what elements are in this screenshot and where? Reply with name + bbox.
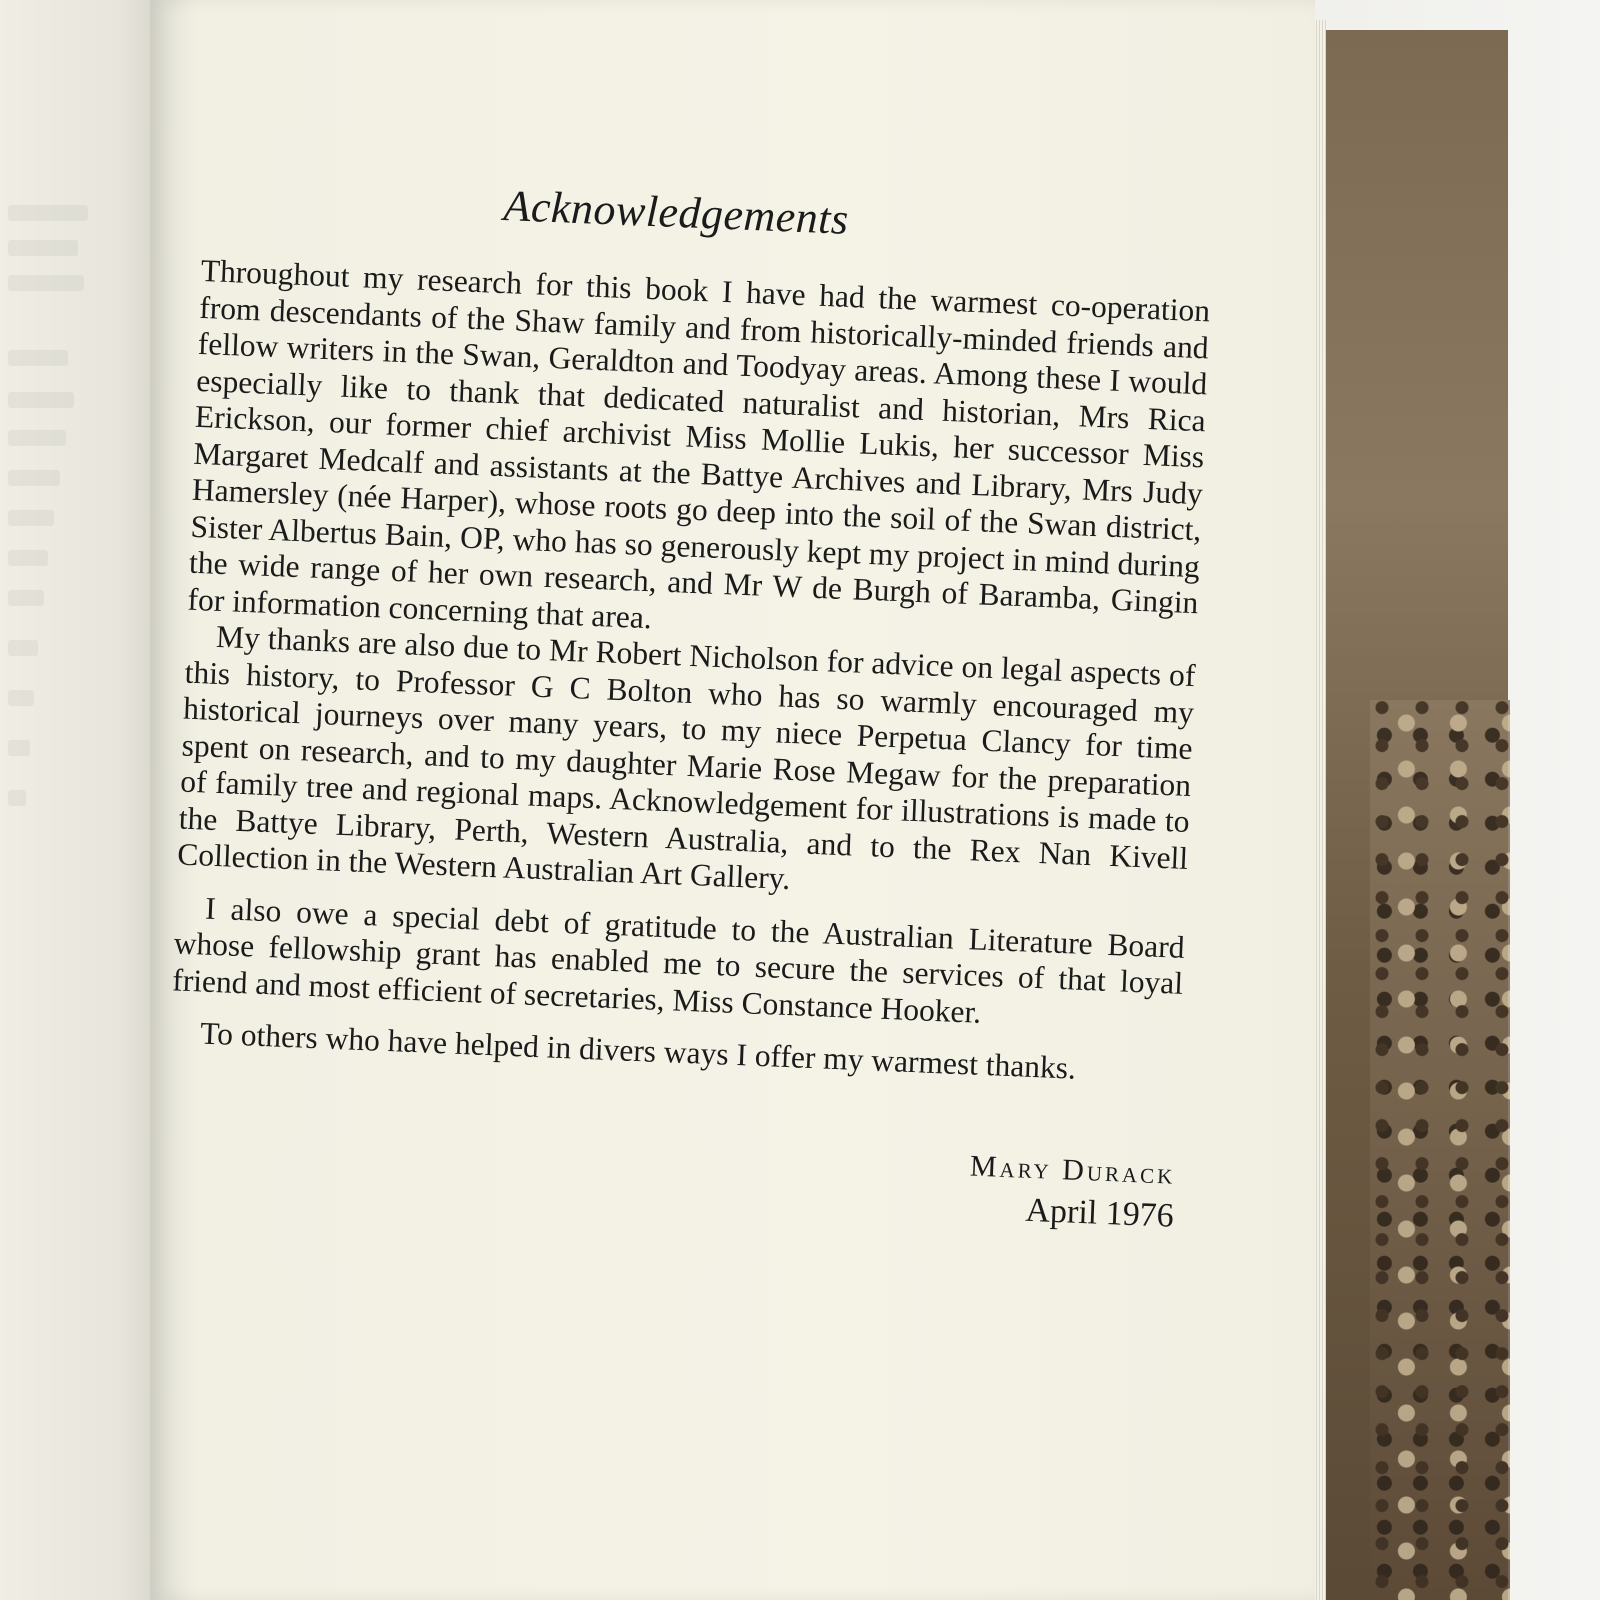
signature-date: April 1976	[1024, 1191, 1175, 1235]
paragraph: To others who have helped in divers ways I offer my warmest thanks.	[199, 1015, 1077, 1086]
faint-text-line	[8, 392, 74, 408]
page-text	[164, 168, 1214, 1235]
faint-text-line	[8, 550, 48, 566]
faint-text-line	[8, 350, 68, 366]
faint-text-line	[8, 510, 54, 526]
faint-text-line	[8, 275, 84, 291]
author-signature: Mary Durack	[969, 1149, 1177, 1191]
faint-text-line	[8, 590, 44, 606]
faint-text-line	[8, 690, 34, 706]
faint-text-line	[8, 240, 78, 256]
faint-text-line	[8, 790, 26, 806]
faint-text-line	[8, 640, 38, 656]
paragraph: I also owe a special debt of gratitude to the Australian Literature Board whose fellowship grant has enabled me to secure the services of that loyal friend and most efficient of secretaries, Miss Constance Hooker.	[171, 890, 1186, 1030]
faint-text-line	[8, 470, 60, 486]
paragraph: My thanks are also due to Mr Robert Nicholson for advice on legal aspects of this history, to Professor G C Bolton who has so warmly encouraged my historical journeys over many years, to my niece Perpetua Clancy for time spent on research, and to my daughter Marie Rose Megaw for the preparation of family tree and regional maps. Acknowledgement for illustrations is made to the Battye Library, Perth, Western Australia, and to the Rex Nan Kivell Collection in the Western Australian Art Gallery.	[176, 618, 1197, 897]
cover-illustration	[1370, 700, 1510, 1600]
faint-text-line	[8, 430, 66, 446]
page-title: Acknowledgements	[502, 181, 850, 244]
faint-text-line	[8, 205, 88, 221]
faint-text-line	[8, 740, 30, 756]
facing-page	[0, 0, 160, 1600]
paragraph: Throughout my research for this book I have had the warmest co-operation from descendants of the Shaw family and from historically-minded friends and fellow writers in the Swan, Geraldton and Toodyay areas. Among these I would especially like to thank that dedicated naturalist and historian, Mrs Rica Erickson, our former chief archivist Miss Mollie Lukis, her successor Miss Margaret Medcalf and assistants at the Battye Archives and Library, Mrs Judy Hamersley (née Harper), whose roots go deep into the soil of the Swan district, Sister Albertus Bain, OP, who has so generously kept my project in mind during the wide range of her own research, and Mr W de Burgh of Baramba, Gingin for information concerning that area.	[187, 252, 1211, 635]
